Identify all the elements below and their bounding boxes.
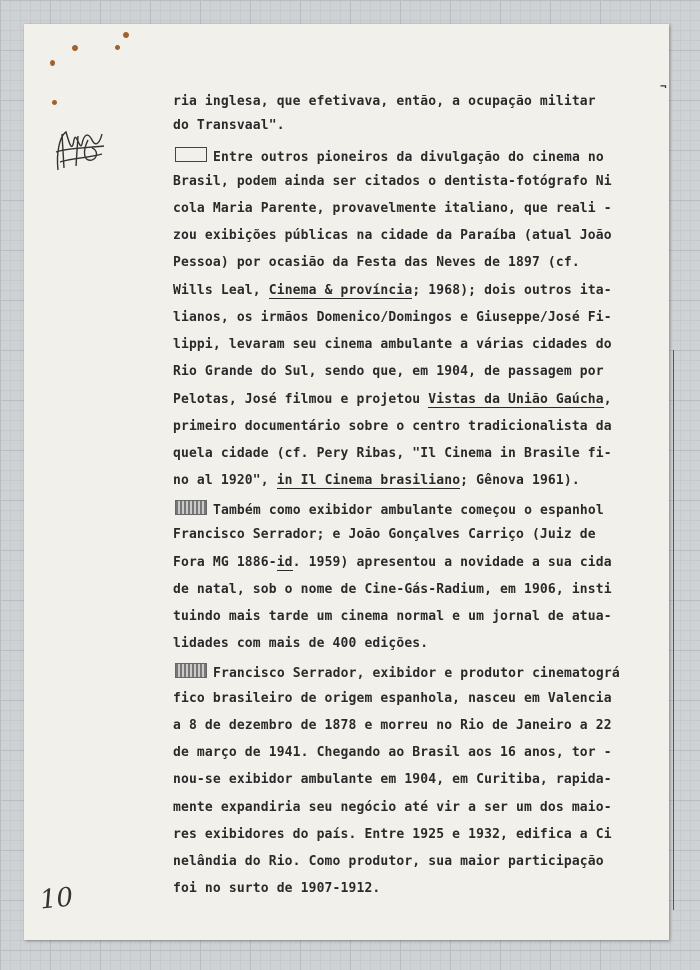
text-segment: res exibidores do país. Entre 1925 e 1932, edifica a Ci	[173, 827, 612, 842]
rust-spot	[123, 32, 129, 38]
text-line	[175, 500, 604, 518]
text-segment: zou exibições públicas na cidade da Paraíba (atual João	[173, 228, 612, 243]
text-line	[173, 201, 612, 216]
handwritten-initials-icon	[52, 122, 108, 178]
text-segment: foi no surto de 1907-1912.	[173, 881, 381, 896]
text-line	[173, 854, 604, 869]
paragraph-mark-icon	[175, 500, 207, 515]
text-segment: de março de 1941. Chegando ao Brasil aos 16 anos, tor -	[173, 745, 612, 760]
text-line	[173, 473, 580, 488]
text-segment: Francisco Serrador; e João Gonçalves Carriço (Juiz de	[173, 527, 596, 542]
paragraph-mark-icon	[175, 147, 207, 162]
rust-spot	[72, 45, 78, 51]
rust-spot	[50, 60, 55, 66]
text-line	[173, 636, 428, 651]
text-line	[173, 827, 612, 842]
text-line	[173, 527, 596, 542]
text-line	[173, 118, 285, 133]
text-line	[173, 174, 612, 189]
text-segment: Rio Grande do Sul, sendo que, em 1904, de passagem por	[173, 364, 604, 379]
paragraph-mark-icon	[175, 663, 207, 678]
text-line	[173, 94, 596, 109]
text-segment: Fora MG 1886-	[173, 555, 277, 570]
rust-spot	[115, 45, 120, 50]
text-line	[173, 337, 612, 352]
text-line	[173, 582, 612, 597]
text-segment: primeiro documentário sobre o centro tradicionalista da	[173, 419, 612, 434]
text-line	[175, 663, 620, 681]
underlined-title: Cinema & província	[268, 283, 413, 298]
text-line	[173, 609, 612, 624]
text-segment: nelândia do Rio. Como produtor, sua maior participação	[173, 854, 604, 869]
text-line	[173, 691, 612, 706]
rust-spot	[52, 100, 57, 105]
text-line	[173, 718, 612, 733]
text-segment: tuindo mais tarde um cinema normal e um jornal de atua-	[173, 609, 612, 624]
text-line	[173, 255, 580, 270]
text-segment: Brasil, podem ainda ser citados o dentista-fotógrafo Ni	[173, 174, 612, 189]
text-line	[173, 364, 604, 379]
text-line	[175, 147, 604, 165]
underlined-title: id	[276, 555, 293, 570]
text-segment: lidades com mais de 400 edições.	[173, 636, 429, 651]
underlined-title: Vistas da União Gaúcha	[428, 392, 604, 407]
text-line	[173, 881, 380, 896]
text-line	[173, 446, 612, 461]
underlined-title: in Il Cinema brasiliano	[276, 473, 461, 488]
text-segment: ; Gênova 1961).	[460, 473, 580, 488]
text-segment: Também como exibidor ambulante começou o espanhol	[213, 503, 604, 518]
text-line	[173, 800, 612, 815]
text-segment: cola Maria Parente, provavelmente italiano, que reali -	[173, 201, 612, 216]
text-segment: Pessoa) por ocasião da Festa das Neves de 1897 (cf.	[173, 255, 580, 270]
text-segment: lippi, levaram seu cinema ambulante a várias cidades do	[173, 337, 612, 352]
text-segment: Entre outros pioneiros da divulgação do cinema no	[213, 150, 604, 165]
text-segment: no al 1920",	[173, 473, 277, 488]
text-line	[173, 555, 612, 570]
text-segment: ,	[603, 392, 612, 407]
text-segment: Francisco Serrador, exibidor e produtor cinematográ	[213, 666, 620, 681]
text-line	[173, 392, 612, 407]
text-segment: . 1959) apresentou a novidade a sua cida	[292, 555, 612, 570]
text-segment: do Transvaal".	[173, 118, 285, 133]
text-segment: ria inglesa, que efetivava, então, a ocupação militar	[173, 94, 596, 109]
text-segment: Wills Leal,	[173, 283, 269, 298]
text-segment: Pelotas, José filmou e projetou	[173, 392, 429, 407]
text-line	[173, 310, 612, 325]
text-segment: de natal, sob o nome de Cine-Gás-Radium, em 1906, insti	[173, 582, 612, 597]
sheet-edge-line	[673, 350, 674, 910]
text-segment: ; 1968); dois outros ita-	[412, 283, 612, 298]
page-number: 10	[38, 882, 75, 916]
text-line	[173, 283, 612, 298]
text-line	[173, 745, 612, 760]
corner-mark: ¬	[660, 80, 667, 93]
text-line	[173, 772, 612, 787]
text-segment: mente expandiria seu negócio até vir a ser um dos maio-	[173, 800, 612, 815]
text-segment: a 8 de dezembro de 1878 e morreu no Rio de Janeiro a 22	[173, 718, 612, 733]
text-segment: nou-se exibidor ambulante em 1904, em Curitiba, rapida-	[173, 772, 612, 787]
text-segment: fico brasileiro de origem espanhola, nasceu em Valencia	[173, 691, 612, 706]
text-segment: quela cidade (cf. Pery Ribas, "Il Cinema in Brasile fi-	[173, 446, 612, 461]
text-segment: lianos, os irmãos Domenico/Domingos e Giuseppe/José Fi-	[173, 310, 612, 325]
text-line	[173, 419, 612, 434]
text-line	[173, 228, 612, 243]
